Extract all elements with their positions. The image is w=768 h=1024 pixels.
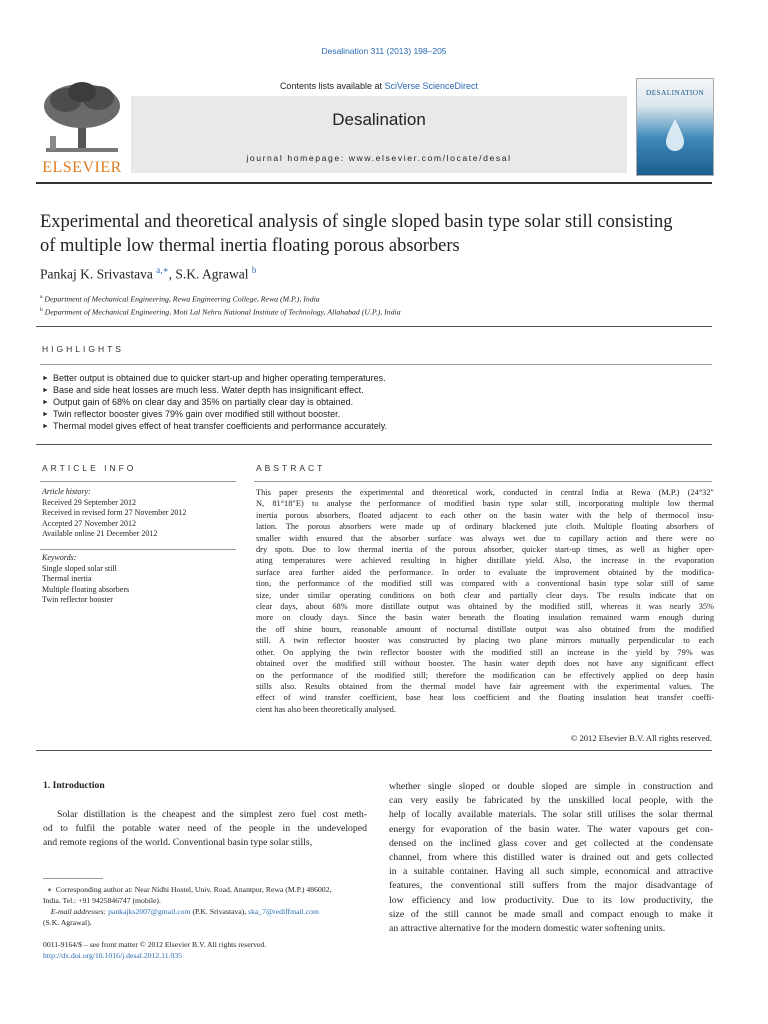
keywords (42, 553, 236, 606)
keywords-label: Keywords: (42, 553, 77, 562)
water-drop-icon (637, 113, 713, 163)
issn-line: 0011-9164/$ – see front matter © 2012 Elsevier B.V. All rights reserved. (43, 940, 267, 949)
journal-cover (636, 78, 714, 176)
abstract-line: size, under similar operating conditions on both clear and partially clear days. The results indicate that on (256, 590, 714, 600)
keyword: Single sloped solar still (42, 563, 117, 573)
abstract-line: tion, the performance of the modified still was compared with a conventional basin type solar still of same (256, 579, 714, 589)
author1-marks[interactable]: a,∗ (156, 265, 169, 275)
abstract-heading: ABSTRACT (256, 463, 326, 473)
front-matter (43, 939, 266, 961)
journal-name: Desalination (332, 110, 426, 129)
abstract-line: This paper presents the experimental and theoretical work, conducted in central India at Rewa (M.P.) (24°32″ (256, 488, 714, 497)
history-revised: Received in revised form 27 November 2012 (42, 508, 187, 518)
highlights-bottom-rule (36, 444, 712, 445)
intro-line: and remote regions of the world. Conventional basin type solar stills, (43, 837, 313, 849)
article-info-heading: ARTICLE INFO (42, 463, 137, 473)
abstract-rule (254, 481, 712, 482)
cover-title: DESALINATION (645, 88, 705, 97)
publisher-name: ELSEVIER (42, 159, 122, 176)
footnote-corresponding-cont: India. Tel.: +91 9425846747 (mobile). (43, 896, 161, 905)
keywords-rule (40, 549, 236, 550)
homepage-prefix: journal homepage: (246, 153, 349, 163)
abstract-line: still. A twin reflector booster was constructed by placing two plane mirrors mutually perpendicular to each (256, 636, 714, 646)
footnote-corresponding: Corresponding author at: Near Nidhi Hostel, Univ. Road, Anantpur, Rewa (M.P.) 486002, (55, 885, 332, 894)
affiliation-rule (36, 326, 712, 327)
contents-prefix: Contents lists available at (279, 81, 385, 91)
elsevier-logo (36, 78, 128, 176)
author2-marks[interactable]: b (251, 265, 257, 275)
intro-line: channel, from where this distilled water is drained out and gets collected (389, 852, 713, 864)
email-label: E-mail addresses: (50, 907, 109, 916)
footnote (43, 884, 373, 928)
keyword: Multiple floating absorbers (42, 584, 130, 594)
highlights-list (42, 373, 682, 433)
highlight-item: ► Thermal model gives effect of heat transfer coefficients and performance accurately. (42, 421, 682, 433)
email2-owner: (S.K. Agrawal). (43, 918, 92, 927)
article-title-line-1: Experimental and theoretical analysis of single sloped basin type solar still consisting (40, 212, 673, 232)
abstract-line: clear days, about 68% more distillate output was obtained by the modified still, whereas it was nearly 35% (256, 602, 714, 612)
highlight-item: ► Twin reflector booster gives 79% gain over modified still without booster. (42, 409, 682, 421)
author-agrawal: , S.K. Agrawal (168, 266, 249, 282)
keyword: Thermal inertia (42, 574, 92, 584)
history-online: Available online 21 December 2012 (42, 529, 158, 539)
abstract-line: effect of wind transfer coefficient, base heat loss coefficient and the floating insulation heat transfer coeffi- (256, 693, 714, 703)
affiliation-a-mark: a (40, 294, 43, 300)
sciencedirect-link[interactable]: SciVerse ScienceDirect (384, 81, 479, 91)
abstract-line: on the performance of the modified still; therefore the modification can be effectively applied on deep basin (256, 670, 714, 680)
intro-right-column (389, 780, 713, 936)
intro-line: in a suitable container. Having all such simple, economical and attractive (389, 866, 713, 878)
affiliation-b-mark: b (40, 307, 43, 314)
article-history (42, 487, 236, 540)
elsevier-tree-icon (36, 78, 128, 156)
abstract-line: smaller width ensured that the absorber surface was always wet due to capillary action and there were no (256, 533, 714, 543)
abstract-line: lation. The porous absorbers were made up of ordinary blackened jute cloth. Multiple floating absorbers of (256, 522, 714, 532)
highlights-heading: HIGHLIGHTS (42, 344, 124, 354)
intro-line: size of the still cannot be made small and compact enough to make it (389, 908, 713, 920)
footnote-mark: ∗ (46, 885, 53, 894)
abstract-line: dry spots. Due to low thermal inertia of the porous absorber, quicker start-up times, as well as higher oper- (256, 545, 714, 555)
section-heading-introduction: 1. Introduction (43, 780, 105, 791)
intro-line: energy for evaporation of the basin water. The water vapours get con- (389, 823, 713, 835)
email-link-agrawal[interactable]: ska_7@rediffmail.com (248, 907, 319, 916)
journal-homepage (131, 153, 627, 163)
affiliations (40, 292, 720, 318)
email-link-srivastava[interactable]: pankajks2007@gmail.com (108, 907, 191, 916)
abstract-line: more on cloudy days. Since the basin water beneath the floating insulation remained warm enough during (256, 613, 714, 623)
abstract-body (256, 487, 714, 715)
authors (40, 265, 256, 283)
contents-available-line (131, 81, 627, 91)
intro-line: an attractive alternative for the modern domestic water softening units. (389, 923, 666, 935)
article-title (40, 210, 730, 258)
intro-line: low efficiency and low productivity. Due to its low productivity, the (389, 894, 713, 906)
abstract-line: ating temperatures were achieved resulting in higher distillate yield. Also, the increase in the evaporation (256, 556, 714, 566)
abstract-bottom-rule (36, 750, 712, 751)
abstract-line: obtained over the modified still without booster. The basin water depth does not have any significant effect (256, 659, 714, 669)
affiliation-a: Department of Mechanical Engineering, Rewa Engineering College, Rewa (M.P.), India (44, 294, 320, 304)
abstract-line: the off shine hours, reasonable amount of nocturnal distillate output was also obtained from the modified (256, 624, 714, 634)
masthead-rule (36, 182, 712, 184)
abstract-line: N, 81°18″E) to analyse the performance of modified basin type solar still, incorporating multiple low thermal (256, 499, 714, 509)
highlight-item: ► Output gain of 68% on clear day and 35% on partially clear day is obtained. (42, 397, 682, 409)
abstract-line: inertia porous absorbers, floated adjacent to each other on the basin water with the help of thermocol insu- (256, 510, 714, 520)
abstract-copyright: © 2012 Elsevier B.V. All rights reserved. (570, 733, 712, 743)
footnote-rule (43, 878, 103, 879)
intro-line: od to fulfil the potable water need of the people in the undeveloped (43, 823, 367, 835)
doi-link[interactable]: http://dx.doi.org/10.1016/j.desal.2012.11.035 (43, 951, 183, 960)
keyword: Twin reflector booster (42, 595, 113, 605)
author-srivastava: Pankaj K. Srivastava (40, 266, 153, 282)
article-title-line-2: of multiple low thermal inertia floating porous absorbers (40, 236, 460, 256)
abstract-line: surface area further aided the performance. In order to evaluate the improvement obtained by the modifica- (256, 567, 714, 577)
journal-citation[interactable]: Desalination 311 (2013) 198–205 (321, 46, 447, 56)
highlights-rule (40, 364, 712, 365)
intro-line: can very easily be fabricated by the unskilled local people, with the (389, 795, 713, 807)
intro-line: Solar distillation is the cheapest and the simplest zero fuel cost meth- (57, 809, 367, 820)
email1-owner: (P.K. Srivastava), (190, 907, 249, 916)
history-received: Received 29 September 2012 (42, 497, 136, 507)
intro-line: features, the conventional still suffers from the major disadvantage of (389, 880, 713, 892)
article-info-rule (40, 481, 236, 482)
intro-left-column (43, 808, 367, 851)
abstract-line: cient has also been theoretically analysed. (256, 704, 396, 714)
highlight-item: ► Base and side heat losses are much less. Water depth has insignificant effect. (42, 385, 682, 397)
affiliation-b: Department of Mechanical Engineering, Moti Lal Nehru National Institute of Technology, Allahabad (U.P.), India (44, 307, 401, 317)
highlight-item: ► Better output is obtained due to quicker start-up and higher operating temperatures. (42, 373, 682, 385)
homepage-url[interactable]: www.elsevier.com/locate/desal (348, 153, 512, 163)
intro-line: help of locally available materials. The solar still utilises the solar thermal (389, 809, 713, 821)
abstract-line: other. On applying the twin reflector booster with the modified still an increase in the yield by 79% was (256, 647, 714, 657)
history-accepted: Accepted 27 November 2012 (42, 518, 136, 528)
intro-line: densed on the inclined glass cover and get collected at the condensate (389, 837, 713, 849)
article-history-label: Article history: (42, 487, 91, 496)
abstract-line: stills also. Results obtained from the thermal model have fair agreement with the experimental values. The (256, 681, 714, 691)
intro-line: whether single sloped or double sloped are simple in construction and (389, 781, 713, 792)
